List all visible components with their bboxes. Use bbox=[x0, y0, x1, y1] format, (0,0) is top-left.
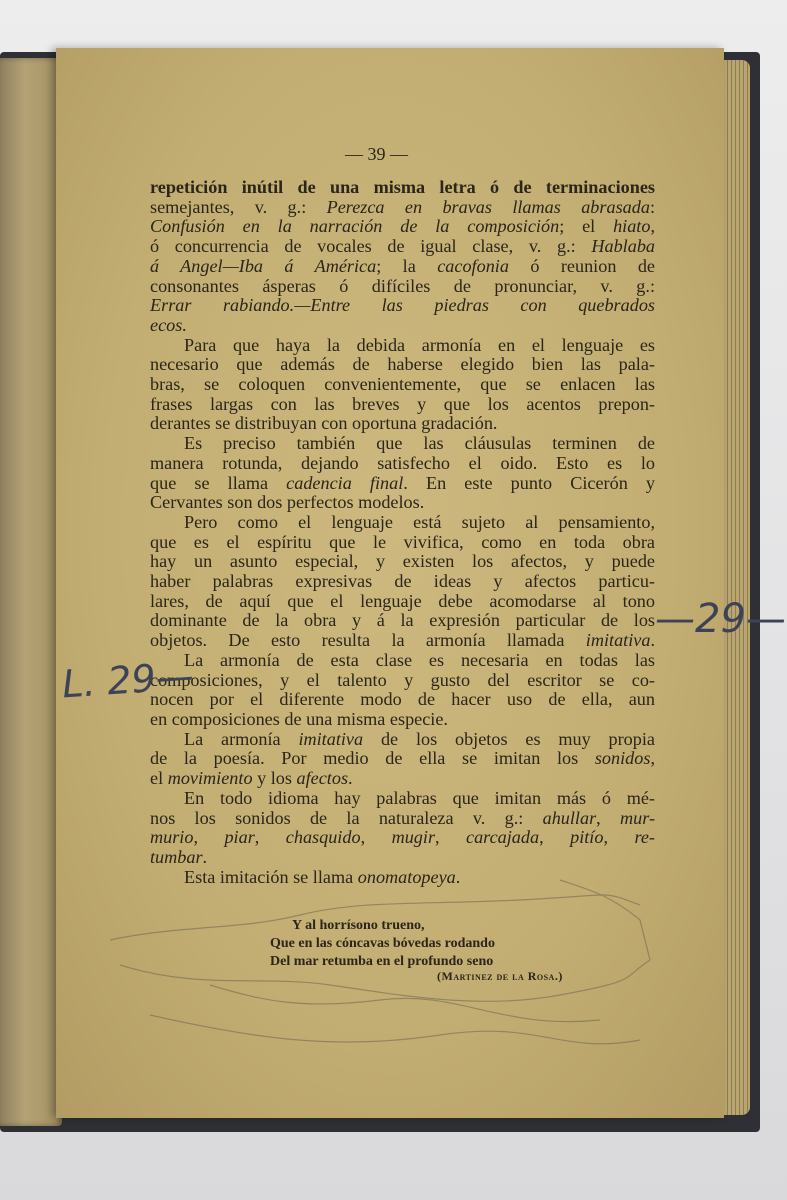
text-segment: manera rotunda, dejando satisfecho el oido. Esto es lo bbox=[150, 452, 655, 473]
text-segment: Para que haya la debida armonía en el lenguaje es bbox=[184, 334, 655, 355]
verse-quote bbox=[270, 917, 495, 971]
text-segment: nocen por el diferente modo de hacer uso de ella, aun bbox=[150, 689, 655, 710]
text-segment: bras, se coloquen convenientemente, que se enlacen las bbox=[150, 374, 655, 395]
text-segment: . bbox=[348, 768, 353, 789]
text-line bbox=[150, 375, 655, 395]
text-segment: semejantes, v. g.: bbox=[150, 196, 327, 217]
text-segment: repetición inútil de una misma letra ó de terminaciones bbox=[150, 177, 655, 197]
text-segment: consonantes ásperas ó difíciles de pronunciar, v. g.: bbox=[150, 275, 655, 296]
text-segment: . En este punto Cicerón y bbox=[403, 472, 656, 493]
text-line bbox=[150, 868, 655, 888]
text-line bbox=[150, 552, 655, 572]
italic-text: re- bbox=[634, 827, 655, 848]
text-line bbox=[150, 336, 655, 356]
italic-text: tumbar bbox=[150, 846, 203, 867]
text-segment: en composiciones de una misma especie. bbox=[150, 708, 448, 729]
text-segment: , bbox=[603, 827, 635, 848]
italic-text: hiato bbox=[613, 216, 651, 237]
text-line bbox=[150, 395, 655, 415]
text-segment: , bbox=[650, 748, 655, 769]
text-segment: frases largas con las breves y que los acentos prepon- bbox=[150, 393, 655, 414]
text-line bbox=[150, 671, 655, 691]
text-segment: ó concurrencia de vocales de igual clase, v. g.: bbox=[150, 236, 592, 257]
italic-text: Perezca en bravas llamas abrasada bbox=[326, 196, 650, 217]
text-segment: En todo idioma hay palabras que imitan más ó mé- bbox=[184, 787, 655, 808]
text-segment: Pero como el lenguaje está sujeto al pensamiento, bbox=[184, 511, 655, 532]
italic-text: afectos bbox=[296, 768, 349, 789]
text-line bbox=[150, 769, 655, 789]
text-segment: que se llama bbox=[150, 472, 287, 493]
italic-text: Hablaba bbox=[591, 236, 655, 257]
italic-text: movimiento bbox=[167, 768, 253, 789]
text-segment: nos los sonidos de la naturaleza v. g.: bbox=[150, 807, 543, 828]
text-segment: derantes se distribuyan con oportuna gradación. bbox=[150, 413, 498, 434]
italic-text: carcajada bbox=[466, 827, 540, 848]
page-number: — 39 — bbox=[345, 144, 408, 164]
text-segment: objetos. De esto resulta la armonía llamada bbox=[150, 630, 586, 651]
text-segment: La armonía de esta clase es necesaria en todas las bbox=[184, 649, 655, 670]
italic-text: Confusión en la narración de la composición bbox=[150, 216, 560, 237]
text-segment: que es el espíritu que le vivifica, como en toda obra bbox=[150, 531, 655, 552]
text-line bbox=[150, 789, 655, 809]
text-line bbox=[150, 828, 655, 848]
body-text bbox=[150, 178, 655, 887]
text-line bbox=[150, 513, 655, 533]
text-segment: Es preciso también que las cláusulas terminen de bbox=[184, 433, 655, 454]
text-line bbox=[150, 749, 655, 769]
text-line bbox=[150, 355, 655, 375]
text-line bbox=[150, 454, 655, 474]
text-line bbox=[150, 217, 655, 237]
italic-text: mur- bbox=[620, 807, 655, 828]
text-line bbox=[150, 414, 655, 434]
text-segment: hay un asunto especial, y existen los afectos, y puede bbox=[150, 551, 655, 572]
text-segment: , bbox=[360, 827, 392, 848]
text-line bbox=[150, 198, 655, 218]
italic-text: imitativa bbox=[585, 630, 651, 651]
text-line bbox=[150, 237, 655, 257]
text-segment: composiciones, y el talento y gusto del escritor se co- bbox=[150, 669, 655, 690]
text-segment: ; el bbox=[559, 216, 614, 237]
italic-text: á Angel—Iba á América bbox=[150, 255, 377, 276]
text-line bbox=[150, 631, 655, 651]
italic-text: pitío bbox=[570, 827, 604, 848]
italic-text: mugir bbox=[391, 827, 436, 848]
handwritten-note-right: —29— bbox=[655, 596, 786, 642]
text-line bbox=[150, 474, 655, 494]
verse-line: Y al horrísono trueno, bbox=[292, 918, 425, 933]
italic-text: Errar rabiando.—Entre las piedras con quebrados bbox=[150, 295, 655, 316]
italic-text: imitativa bbox=[298, 728, 364, 749]
text-line bbox=[150, 809, 655, 829]
text-line bbox=[150, 572, 655, 592]
text-line bbox=[150, 710, 655, 730]
text-line bbox=[150, 257, 655, 277]
text-segment: ó reunion de bbox=[508, 255, 655, 276]
italic-text: chasquido bbox=[285, 827, 361, 848]
text-segment: . bbox=[455, 866, 461, 887]
text-segment: Cervantes son dos perfectos modelos. bbox=[150, 492, 425, 513]
text-segment: La armonía bbox=[184, 728, 299, 749]
text-line bbox=[150, 434, 655, 454]
text-segment: . bbox=[650, 630, 655, 651]
italic-text: cadencia final bbox=[286, 472, 404, 493]
text-segment: haber palabras expresivas de ideas y afectos particu- bbox=[150, 571, 655, 592]
text-line bbox=[150, 277, 655, 297]
italic-text: ahullar bbox=[542, 807, 597, 828]
text-segment: , bbox=[596, 807, 620, 828]
text-line bbox=[150, 493, 655, 513]
text-segment: y los bbox=[252, 768, 297, 789]
text-line bbox=[150, 592, 655, 612]
text-segment: , bbox=[193, 827, 225, 848]
text-line bbox=[150, 651, 655, 671]
text-segment: ; la bbox=[376, 255, 438, 276]
verse-attribution: (Martinez de la Rosa.) bbox=[437, 969, 563, 983]
verse-line: Que en las cóncavas bóvedas rodando bbox=[270, 936, 495, 951]
text-segment: dominante de la obra y á la expresión particular de los bbox=[150, 610, 655, 631]
text-line bbox=[150, 316, 655, 336]
text-line bbox=[150, 730, 655, 750]
text-segment: Esta imitación se llama bbox=[184, 866, 358, 887]
text-segment: . bbox=[202, 846, 208, 867]
text-segment: , bbox=[435, 827, 467, 848]
text-line bbox=[150, 296, 655, 316]
italic-text: cacofonia bbox=[437, 255, 509, 276]
italic-text: ecos. bbox=[150, 314, 187, 335]
text-segment: de la poesía. Por medio de ella se imitan los bbox=[150, 748, 595, 769]
text-segment: , bbox=[539, 827, 571, 848]
italic-text: sonidos bbox=[594, 748, 651, 769]
text-line bbox=[150, 178, 655, 198]
text-line bbox=[150, 611, 655, 631]
text-segment: , bbox=[650, 216, 655, 237]
text-line bbox=[150, 533, 655, 553]
italic-text: piar bbox=[224, 827, 255, 848]
verse-line: Del mar retumba en el profundo seno bbox=[270, 954, 494, 969]
text-segment: , bbox=[254, 827, 286, 848]
text-segment: : bbox=[649, 196, 655, 217]
text-line bbox=[150, 690, 655, 710]
italic-text: murio bbox=[150, 827, 194, 848]
text-segment: necesario que además de haberse elegido bien las pala- bbox=[150, 354, 655, 375]
text-segment: de los objetos es muy propia bbox=[363, 728, 655, 749]
italic-text: onomatopeya bbox=[357, 866, 456, 887]
text-segment: lares, de aquí que el lenguaje debe acomodarse al tono bbox=[150, 590, 655, 611]
text-segment: el bbox=[150, 768, 168, 789]
text-line bbox=[150, 848, 655, 868]
handwritten-note-left: L. 29— bbox=[60, 653, 196, 707]
